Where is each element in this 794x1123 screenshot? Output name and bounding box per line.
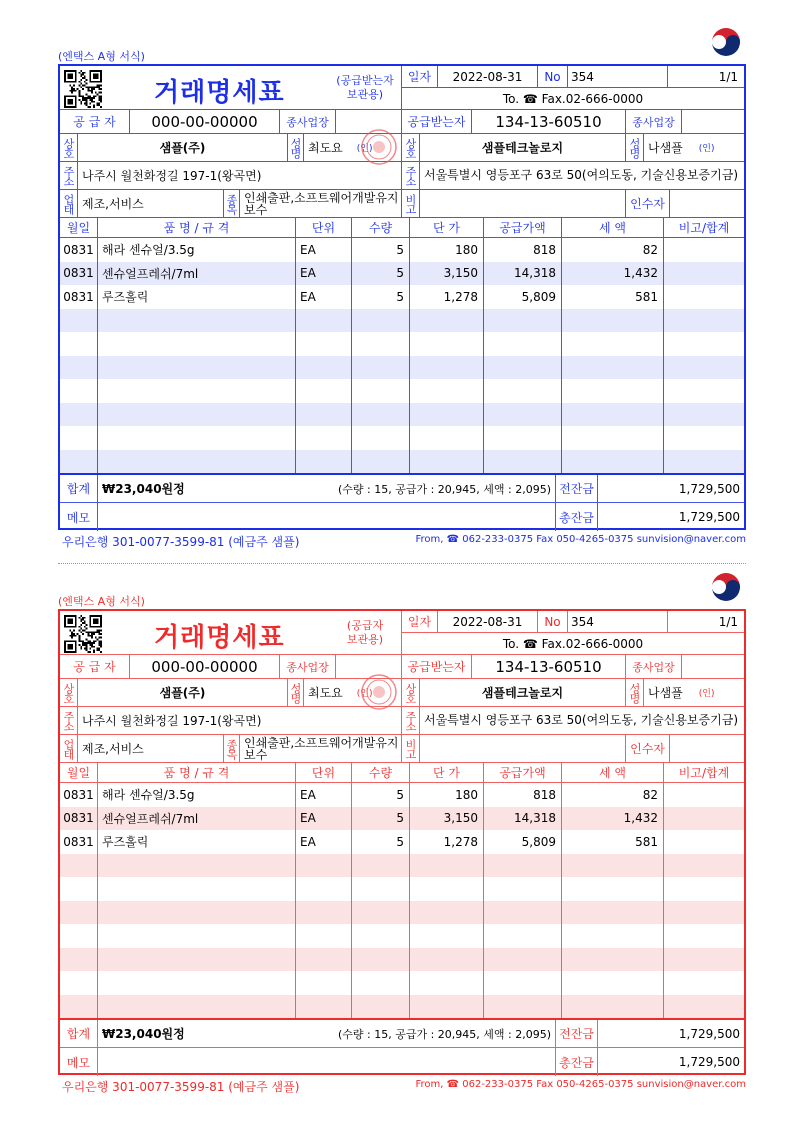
prev-balance: 1,729,500 xyxy=(598,475,744,503)
buyer-rep-label: 성명 xyxy=(626,679,644,707)
buyer-address: 서울특별시 영등포구 63로 50(여의도동, 기술신용보증기금) xyxy=(420,162,744,190)
supplier-name: 샘플(주) xyxy=(78,679,288,707)
sum-detail: (수량 : 15, 공급가 : 20,945, 세액 : 2,095) xyxy=(337,1027,551,1041)
no-value: 354 xyxy=(568,66,668,88)
supplier-seal-mark: (인) xyxy=(356,144,373,154)
sum-detail: (수량 : 15, 공급가 : 20,945, 세액 : 2,095) xyxy=(337,482,551,496)
table-cell: EA xyxy=(300,834,316,849)
sum-row xyxy=(98,475,556,503)
company-seal-icon xyxy=(360,128,398,166)
table-header-3: 수량 xyxy=(352,763,410,783)
row-stripe xyxy=(60,948,744,972)
table-cell: 3,150 xyxy=(443,266,478,281)
buyer-receiver xyxy=(670,190,744,218)
buyer-seal-mark: (인) xyxy=(698,689,715,699)
supplier-rep xyxy=(304,134,402,162)
sender-contact: From, ☎ 062-233-0375 Fax 050-4265-0375 sunvision@naver.com xyxy=(415,1079,746,1090)
buyer-note xyxy=(420,735,626,763)
qr-code-icon xyxy=(64,615,102,653)
date-value: 2022-08-31 xyxy=(438,611,538,633)
table-cell: 0831 xyxy=(63,266,94,281)
qr-code-icon xyxy=(64,70,102,108)
government-emblem-icon xyxy=(706,565,746,605)
supplier-address: 나주시 월천화정길 197-1(왕곡면) xyxy=(78,162,402,190)
table-cell: 14,318 xyxy=(514,811,556,826)
no-label: No xyxy=(538,66,568,88)
supplier-business-item: 인쇄출판,소프트웨어개발유지보수 xyxy=(240,190,402,218)
table-cell: 3,150 xyxy=(443,811,478,826)
table-cell: 루즈홀릭 xyxy=(102,835,149,850)
table-header-1: 품 명 / 규 격 xyxy=(98,763,296,783)
statement-frame xyxy=(58,64,746,530)
table-cell: 5,809 xyxy=(521,289,556,304)
total-balance: 1,729,500 xyxy=(678,1055,740,1069)
row-stripe xyxy=(60,901,744,925)
buyer-rep xyxy=(644,134,744,162)
total-balance: 1,729,500 xyxy=(678,510,740,524)
buyer-seal-mark: (인) xyxy=(698,144,715,154)
prev-balance-label: 전잔금 xyxy=(556,475,598,503)
buyer-receiver-label: 인수자 xyxy=(626,735,670,763)
copy-tag: (공급받는자 보관용) xyxy=(336,74,394,101)
table-cell: 1,278 xyxy=(443,289,478,304)
row-stripe xyxy=(60,995,744,1019)
buyer-rep-name: 나샘플 xyxy=(648,141,683,155)
memo-value xyxy=(98,1048,556,1076)
buyer-note-label: 비고 xyxy=(402,735,420,763)
table-cell xyxy=(664,285,745,309)
table-cell: 0831 xyxy=(63,787,94,802)
memo-label: 메모 xyxy=(60,503,98,531)
table-cell: 센슈얼프레쉬/7ml xyxy=(102,266,199,281)
buyer-address: 서울특별시 영등포구 63로 50(여의도동, 기술신용보증기금) xyxy=(420,707,744,735)
supplier-name: 샘플(주) xyxy=(78,134,288,162)
supplier-rep-name: 최도요 xyxy=(308,141,343,155)
table-cell: 센슈얼프레쉬/7ml xyxy=(102,811,199,826)
table-header-4: 단 가 xyxy=(410,763,484,783)
table-header-7: 비고/합계 xyxy=(664,763,744,783)
table-cell: EA xyxy=(300,242,316,257)
table-cell xyxy=(664,238,745,262)
bank-account: 우리은행 301-0077-3599-81 (예금주 샘플) xyxy=(62,1080,300,1094)
buyer-rep-name: 나샘플 xyxy=(648,686,683,700)
table-cell: 818 xyxy=(533,242,556,257)
table-cell: 5 xyxy=(396,811,404,826)
sum-label: 합계 xyxy=(60,1020,98,1048)
supplier-biz-label: 업태 xyxy=(60,190,78,218)
table-cell xyxy=(664,807,745,831)
total-balance-label: 총잔금 xyxy=(556,503,598,531)
table-header-0: 월일 xyxy=(60,763,98,783)
buyer-branch-value xyxy=(682,655,744,679)
copy-tag: (공급자 보관용) xyxy=(346,619,384,646)
date-label: 일자 xyxy=(402,611,438,633)
supplier-branch-label: 종사업장 xyxy=(280,655,336,679)
memo-label: 메모 xyxy=(60,1048,98,1076)
row-stripe xyxy=(60,854,744,878)
no-label: No xyxy=(538,611,568,633)
table-cell xyxy=(664,262,745,286)
table-cell: 180 xyxy=(455,242,478,257)
supplier-branch-label: 종사업장 xyxy=(280,110,336,134)
page-indicator: 1/1 xyxy=(668,66,744,88)
buyer-rep xyxy=(644,679,744,707)
buyer-addr-label: 주소 xyxy=(402,162,420,190)
supplier-biz-label: 업태 xyxy=(60,735,78,763)
sum-row xyxy=(98,1020,556,1048)
table-cell: 0831 xyxy=(63,289,94,304)
row-stripe xyxy=(60,356,744,380)
prev-balance-label: 전잔금 xyxy=(556,1020,598,1048)
buyer-name-label: 상호 xyxy=(402,679,420,707)
government-emblem-icon xyxy=(706,20,746,60)
row-stripe xyxy=(60,403,744,427)
table-cell: 581 xyxy=(635,834,658,849)
table-cell: 180 xyxy=(455,787,478,802)
document-title: 거래명세표 xyxy=(154,78,285,108)
bank-account: 우리은행 301-0077-3599-81 (예금주 샘플) xyxy=(62,535,300,549)
memo-value xyxy=(98,503,556,531)
table-cell: 루즈홀릭 xyxy=(102,290,149,305)
table-header-4: 단 가 xyxy=(410,218,484,238)
buyer-receiver xyxy=(670,735,744,763)
table-cell: 5 xyxy=(396,787,404,802)
date-value: 2022-08-31 xyxy=(438,66,538,88)
buyer-branch-value xyxy=(682,110,744,134)
supplier-label: 공 급 자 xyxy=(60,655,130,679)
to-line: To. ☎ Fax.02-666-0000 xyxy=(402,633,744,655)
statement-frame xyxy=(58,609,746,1075)
table-header-6: 세 액 xyxy=(562,218,664,238)
company-seal-icon xyxy=(360,673,398,711)
statement-copy-supplier xyxy=(0,545,794,1094)
page-indicator: 1/1 xyxy=(668,611,744,633)
title-block xyxy=(60,611,402,655)
buyer-label: 공급받는자 xyxy=(402,110,472,134)
buyer-reg-no: 134-13-60510 xyxy=(472,655,626,679)
sender-contact: From, ☎ 062-233-0375 Fax 050-4265-0375 sunvision@naver.com xyxy=(415,534,746,545)
table-cell: 5 xyxy=(396,242,404,257)
supplier-rep-label: 성명 xyxy=(288,134,304,162)
statement-copy-buyer xyxy=(0,0,794,549)
table-header-5: 공급가액 xyxy=(484,218,562,238)
table-cell: EA xyxy=(300,289,316,304)
supplier-rep xyxy=(304,679,402,707)
buyer-name: 샘플테크놀로지 xyxy=(420,679,626,707)
table-header-7: 비고/합계 xyxy=(664,218,744,238)
table-cell: 5 xyxy=(396,834,404,849)
table-header-0: 월일 xyxy=(60,218,98,238)
buyer-reg-no: 134-13-60510 xyxy=(472,110,626,134)
buyer-addr-label: 주소 xyxy=(402,707,420,735)
supplier-business-type: 제조,서비스 xyxy=(78,735,224,763)
supplier-reg-no: 000-00-00000 xyxy=(130,655,280,679)
buyer-note xyxy=(420,190,626,218)
supplier-business-item: 인쇄출판,소프트웨어개발유지보수 xyxy=(240,735,402,763)
supplier-rep-name: 최도요 xyxy=(308,686,343,700)
buyer-receiver-label: 인수자 xyxy=(626,190,670,218)
buyer-rep-label: 성명 xyxy=(626,134,644,162)
table-cell: 0831 xyxy=(63,811,94,826)
row-stripe xyxy=(60,309,744,333)
buyer-branch-label: 종사업장 xyxy=(626,110,682,134)
sum-amount-text: ₩23,040원정 xyxy=(102,482,185,496)
table-cell: 5,809 xyxy=(521,834,556,849)
table-header-5: 공급가액 xyxy=(484,763,562,783)
table-cell xyxy=(664,783,745,807)
supplier-label: 공 급 자 xyxy=(60,110,130,134)
table-cell: 1,432 xyxy=(623,811,658,826)
supplier-addr-label: 주소 xyxy=(60,707,78,735)
table-cell: EA xyxy=(300,266,316,281)
buyer-name: 샘플테크놀로지 xyxy=(420,134,626,162)
table-cell: 1,432 xyxy=(623,266,658,281)
table-header-1: 품 명 / 규 격 xyxy=(98,218,296,238)
supplier-rep-label: 성명 xyxy=(288,679,304,707)
supplier-name-label: 상호 xyxy=(60,679,78,707)
document-title: 거래명세표 xyxy=(154,623,285,653)
prev-balance: 1,729,500 xyxy=(598,1020,744,1048)
supplier-address: 나주시 월천화정길 197-1(왕곡면) xyxy=(78,707,402,735)
supplier-name-label: 상호 xyxy=(60,134,78,162)
table-header-2: 단위 xyxy=(296,763,352,783)
sum-amount-text: ₩23,040원정 xyxy=(102,1027,185,1041)
supplier-item-label: 종목 xyxy=(224,190,240,218)
table-cell xyxy=(664,830,745,854)
form-number: (엔택스 A형 서식) xyxy=(58,50,145,63)
table-cell: 82 xyxy=(642,242,658,257)
to-line: To. ☎ Fax.02-666-0000 xyxy=(402,88,744,110)
form-number: (엔택스 A형 서식) xyxy=(58,595,145,608)
table-cell: EA xyxy=(300,811,316,826)
supplier-seal-mark: (인) xyxy=(356,689,373,699)
buyer-branch-label: 종사업장 xyxy=(626,655,682,679)
supplier-business-type: 제조,서비스 xyxy=(78,190,224,218)
table-cell: 해라 센슈얼/3.5g xyxy=(102,788,195,803)
table-header-6: 세 액 xyxy=(562,763,664,783)
table-cell: 5 xyxy=(396,289,404,304)
table-cell: 818 xyxy=(533,787,556,802)
title-block xyxy=(60,66,402,110)
table-cell: EA xyxy=(300,787,316,802)
supplier-reg-no: 000-00-00000 xyxy=(130,110,280,134)
buyer-note-label: 비고 xyxy=(402,190,420,218)
table-cell: 1,278 xyxy=(443,834,478,849)
table-cell: 82 xyxy=(642,787,658,802)
row-stripe xyxy=(60,450,744,474)
total-balance-label: 총잔금 xyxy=(556,1048,598,1076)
table-header-2: 단위 xyxy=(296,218,352,238)
buyer-name-label: 상호 xyxy=(402,134,420,162)
table-header-3: 수량 xyxy=(352,218,410,238)
table-cell: 0831 xyxy=(63,834,94,849)
no-value: 354 xyxy=(568,611,668,633)
sum-label: 합계 xyxy=(60,475,98,503)
table-cell: 14,318 xyxy=(514,266,556,281)
table-cell: 0831 xyxy=(63,242,94,257)
table-cell: 5 xyxy=(396,266,404,281)
buyer-label: 공급받는자 xyxy=(402,655,472,679)
date-label: 일자 xyxy=(402,66,438,88)
table-cell: 581 xyxy=(635,289,658,304)
supplier-item-label: 종목 xyxy=(224,735,240,763)
table-cell: 해라 센슈얼/3.5g xyxy=(102,243,195,258)
supplier-addr-label: 주소 xyxy=(60,162,78,190)
